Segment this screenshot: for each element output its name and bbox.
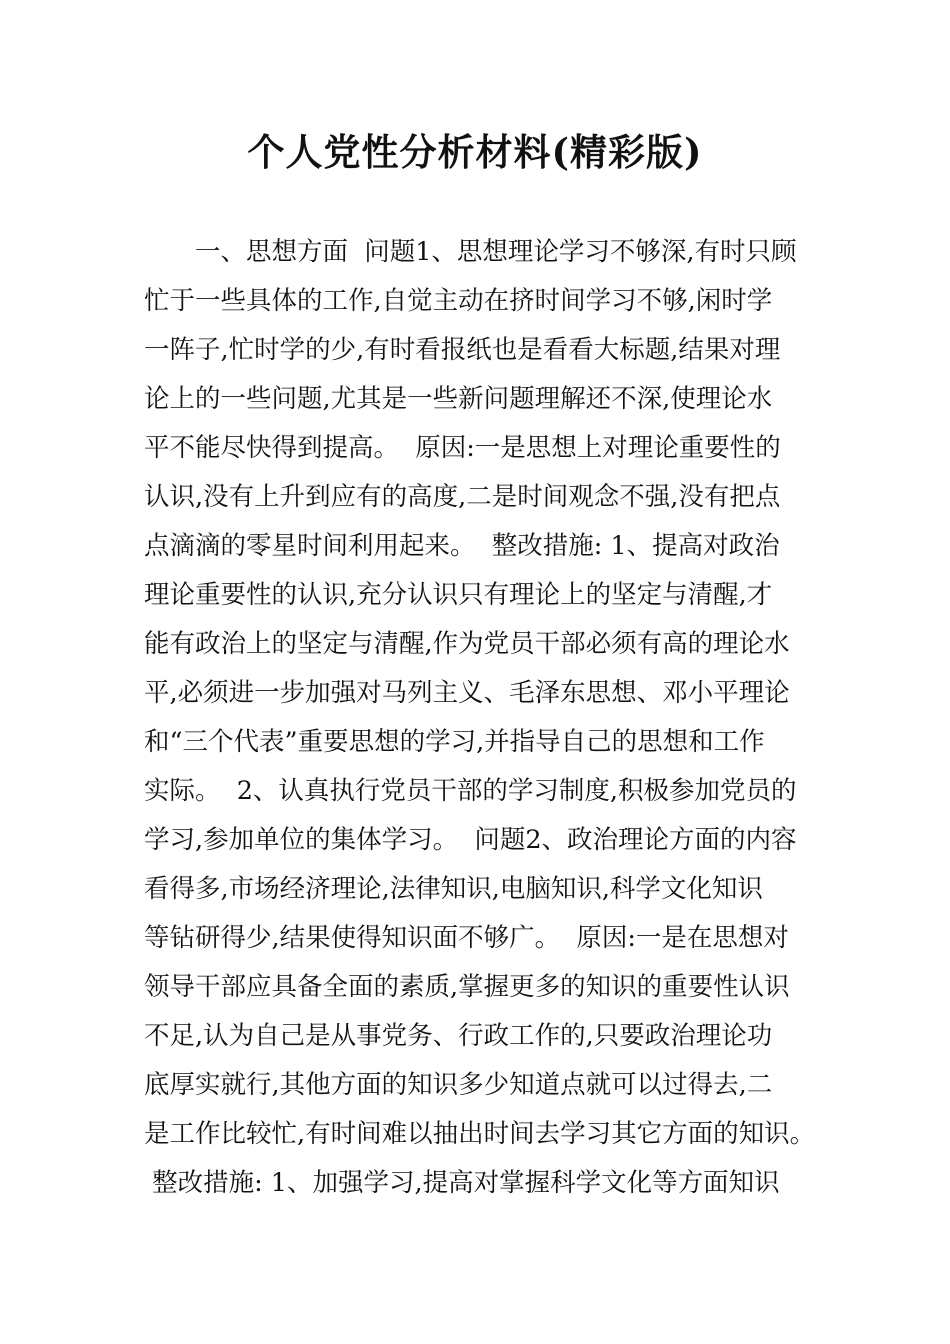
body-line: 领导干部应具备全面的素质,掌握更多的知识的重要性认识 — [144, 972, 790, 1002]
body-line: 和“三个代表”重要思想的学习,并指导自己的思想和工作 — [144, 727, 765, 757]
body-line: 是工作比较忙,有时间难以抽出时间去学习其它方面的知识。 — [144, 1119, 816, 1149]
body-line: 平不能尽快得到提高。 原因:一是思想上对理论重要性的 — [144, 433, 781, 463]
body-line: 不足,认为自己是从事党务、行政工作的,只要政治理论功 — [144, 1021, 773, 1051]
body-line: 忙于一些具体的工作,自觉主动在挤时间学习不够,闲时学 — [144, 286, 773, 316]
body-line: 等钻研得少,结果使得知识面不够广。 原因:一是在思想对 — [144, 923, 789, 953]
body-line: 能有政治上的坚定与清醒,作为党员干部必须有高的理论水 — [144, 629, 790, 659]
body-line: 认识,没有上升到应有的高度,二是时间观念不强,没有把点 — [144, 482, 781, 512]
body-line: 底厚实就行,其他方面的知识多少知道点就可以过得去,二 — [144, 1070, 773, 1100]
body-line: 实际。 2、认真执行党员干部的学习制度,积极参加党员的 — [144, 776, 797, 806]
body-line: 一、思想方面 问题1、思想理论学习不够深,有时只顾 — [144, 237, 797, 267]
document-body — [144, 228, 824, 1208]
body-line: 学习,参加单位的集体学习。 问题2、政治理论方面的内容 — [144, 825, 797, 855]
body-line: 平,必须进一步加强对马列主义、毛泽东思想、邓小平理论 — [144, 678, 790, 708]
body-line: 看得多,市场经济理论,法律知识,电脑知识,科学文化知识 — [144, 874, 763, 904]
body-line: 点滴滴的零星时间利用起来。 整改措施: 1、提高对政治 — [144, 531, 780, 561]
body-line: 论上的一些问题,尤其是一些新问题理解还不深,使理论水 — [144, 384, 773, 414]
body-line: 整改措施: 1、加强学习,提高对掌握科学文化等方面知识 — [144, 1168, 780, 1198]
body-line: 一阵子,忙时学的少,有时看报纸也是看看大标题,结果对理 — [144, 335, 781, 365]
body-line: 理论重要性的认识,充分认识只有理论上的坚定与清醒,才 — [144, 580, 773, 610]
document-title: 个人党性分析材料(精彩版) — [247, 130, 703, 174]
